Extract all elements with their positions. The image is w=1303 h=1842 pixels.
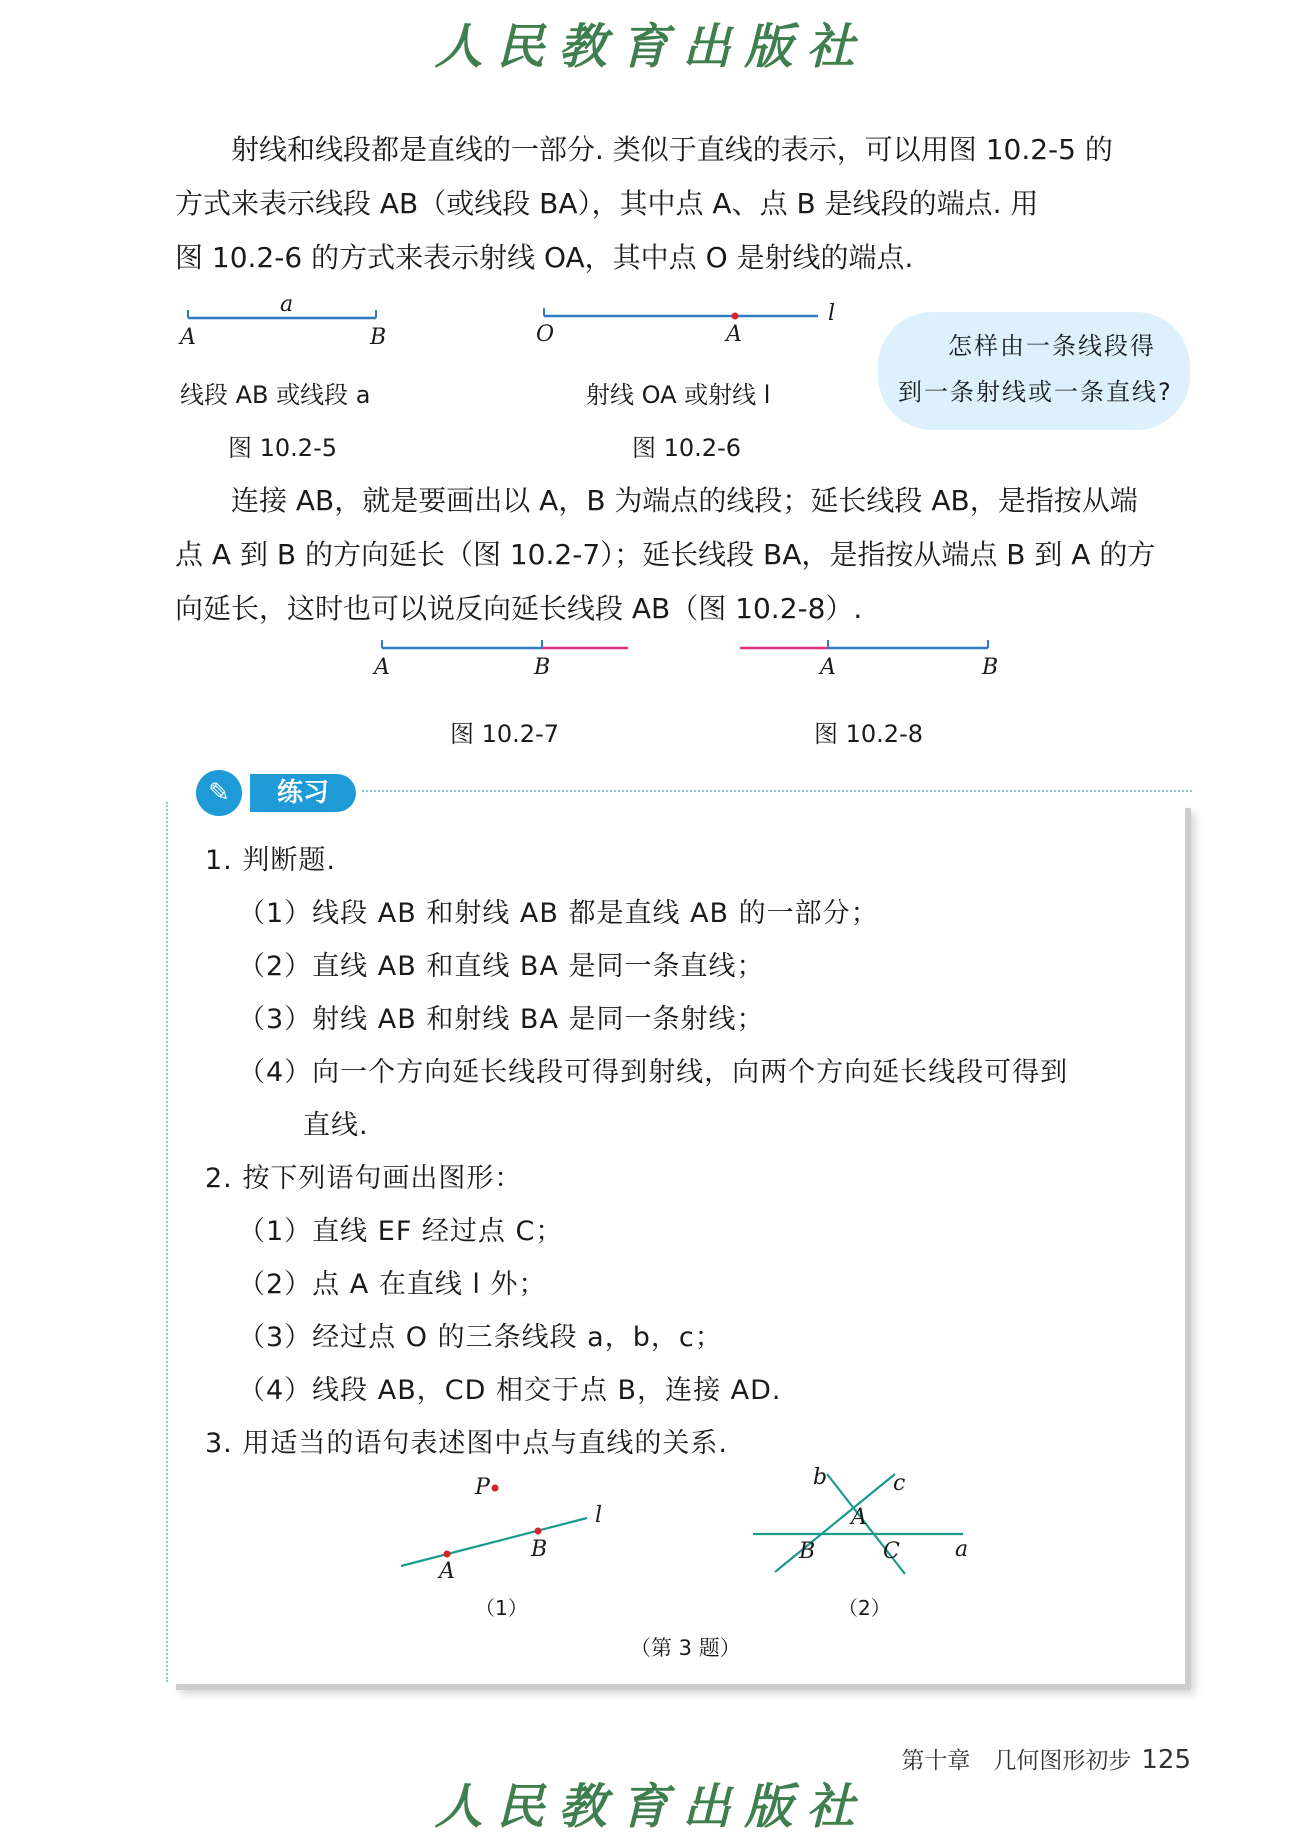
exercise-header-dotted-line — [362, 790, 1192, 792]
pencil-icon: ✎ — [196, 770, 242, 816]
label-l: l — [595, 1503, 603, 1528]
label-B: B — [531, 1537, 548, 1562]
point-b — [535, 1528, 542, 1535]
fig6-caption: 图 10.2-6 — [632, 434, 741, 462]
q3-figure-2 — [745, 1460, 985, 1580]
paragraph-2 — [175, 474, 1195, 636]
label-A: A — [374, 655, 390, 680]
bubble-line-2: 到一条射线或一条直线? — [898, 378, 1173, 406]
q1-item-2: （2）直线 AB 和直线 BA 是同一条直线； — [238, 951, 765, 982]
paragraph-2-line-1: 连接 AB，就是要画出以 A，B 为端点的线段；延长线段 AB，是指按从端 — [231, 484, 1138, 517]
label-l: l — [828, 301, 836, 326]
fig5-caption: 图 10.2-5 — [228, 434, 337, 462]
publisher-header: 人民教育出版社 — [434, 19, 869, 75]
line-l — [401, 1518, 587, 1566]
figure-10-2-5 — [170, 296, 400, 356]
q2-item-3: （3）经过点 O 的三条线段 a，b，c； — [238, 1322, 723, 1353]
figure-10-2-6 — [530, 296, 850, 356]
label-B: B — [982, 655, 999, 680]
page-number: 125 — [1141, 1745, 1191, 1775]
publisher-footer: 人民教育出版社 — [434, 1779, 869, 1835]
q1-item-4: （4）向一个方向延长线段可得到射线，向两个方向延长线段可得到 — [238, 1057, 1069, 1088]
label-A: A — [726, 322, 742, 347]
label-a: a — [955, 1537, 969, 1562]
label-a: a — [280, 296, 294, 317]
exercise-title: 练习 — [250, 774, 356, 812]
label-B: B — [799, 1539, 816, 1564]
q2-item-4: （4）线段 AB，CD 相交于点 B，连接 AD. — [238, 1375, 782, 1406]
fig5-name: 线段 AB 或线段 a — [180, 381, 371, 409]
fig6-name: 射线 OA 或射线 l — [586, 381, 771, 409]
q3-fig1-caption: （1） — [475, 1596, 528, 1620]
figure-10-2-8 — [730, 630, 1010, 680]
q3-fig2-caption: （2） — [838, 1596, 891, 1620]
label-P: P — [475, 1475, 490, 1500]
label-O: O — [536, 322, 555, 347]
label-A: A — [439, 1559, 455, 1580]
label-C: C — [883, 1539, 900, 1564]
q2-title: 2. 按下列语句画出图形： — [205, 1163, 523, 1194]
label-A: A — [851, 1505, 867, 1530]
paragraph-1-line-2: 方式来表示线段 AB（或线段 BA），其中点 A、点 B 是线段的端点. 用 — [175, 187, 1039, 220]
thought-bubble — [878, 312, 1190, 430]
fig8-caption: 图 10.2-8 — [814, 720, 923, 748]
exercise-header — [196, 770, 360, 816]
q3-title: 3. 用适当的语句表述图中点与直线的关系. — [205, 1428, 728, 1459]
point-a — [732, 313, 739, 320]
q1-item-3: （3）射线 AB 和射线 BA 是同一条射线； — [238, 1004, 765, 1035]
fig7-caption: 图 10.2-7 — [450, 720, 559, 748]
q1-item-1: （1）线段 AB 和射线 AB 都是直线 AB 的一部分； — [238, 898, 879, 929]
paragraph-2-line-2: 点 A 到 B 的方向延长（图 10.2-7）；延长线段 BA，是指按从端点 B 到 A 的方 — [175, 538, 1156, 571]
point-a — [444, 1551, 451, 1558]
label-B: B — [534, 655, 551, 680]
paragraph-1-line-1: 射线和线段都是直线的一部分. 类似于直线的表示，可以用图 10.2-5 的 — [231, 133, 1113, 166]
label-A: A — [820, 655, 836, 680]
label-B: B — [370, 325, 387, 350]
q1-title: 1. 判断题. — [205, 845, 336, 876]
chapter-title: 第十章 几何图形初步 — [901, 1748, 1132, 1774]
label-A: A — [180, 325, 196, 350]
q3-caption: （第 3 题） — [630, 1636, 741, 1660]
paragraph-1-line-3: 图 10.2-6 的方式来表示射线 OA，其中点 O 是射线的端点. — [175, 241, 914, 274]
point-p — [492, 1485, 499, 1492]
paragraph-1 — [175, 123, 1195, 285]
bubble-line-1: 怎样由一条线段得 — [948, 332, 1156, 360]
label-b: b — [813, 1465, 828, 1490]
paragraph-2-line-3: 向延长，这时也可以说反向延长线段 AB（图 10.2-8）. — [175, 592, 863, 625]
label-c: c — [893, 1471, 906, 1496]
q2-item-1: （1）直线 EF 经过点 C； — [238, 1216, 564, 1247]
q3-figure-1 — [395, 1470, 625, 1580]
line-c — [775, 1474, 895, 1572]
exercise-left-border — [166, 802, 168, 1682]
q1-item-4-cont: 直线. — [303, 1110, 369, 1141]
q2-item-2: （2）点 A 在直线 l 外； — [238, 1269, 547, 1300]
figure-10-2-7 — [360, 630, 640, 680]
